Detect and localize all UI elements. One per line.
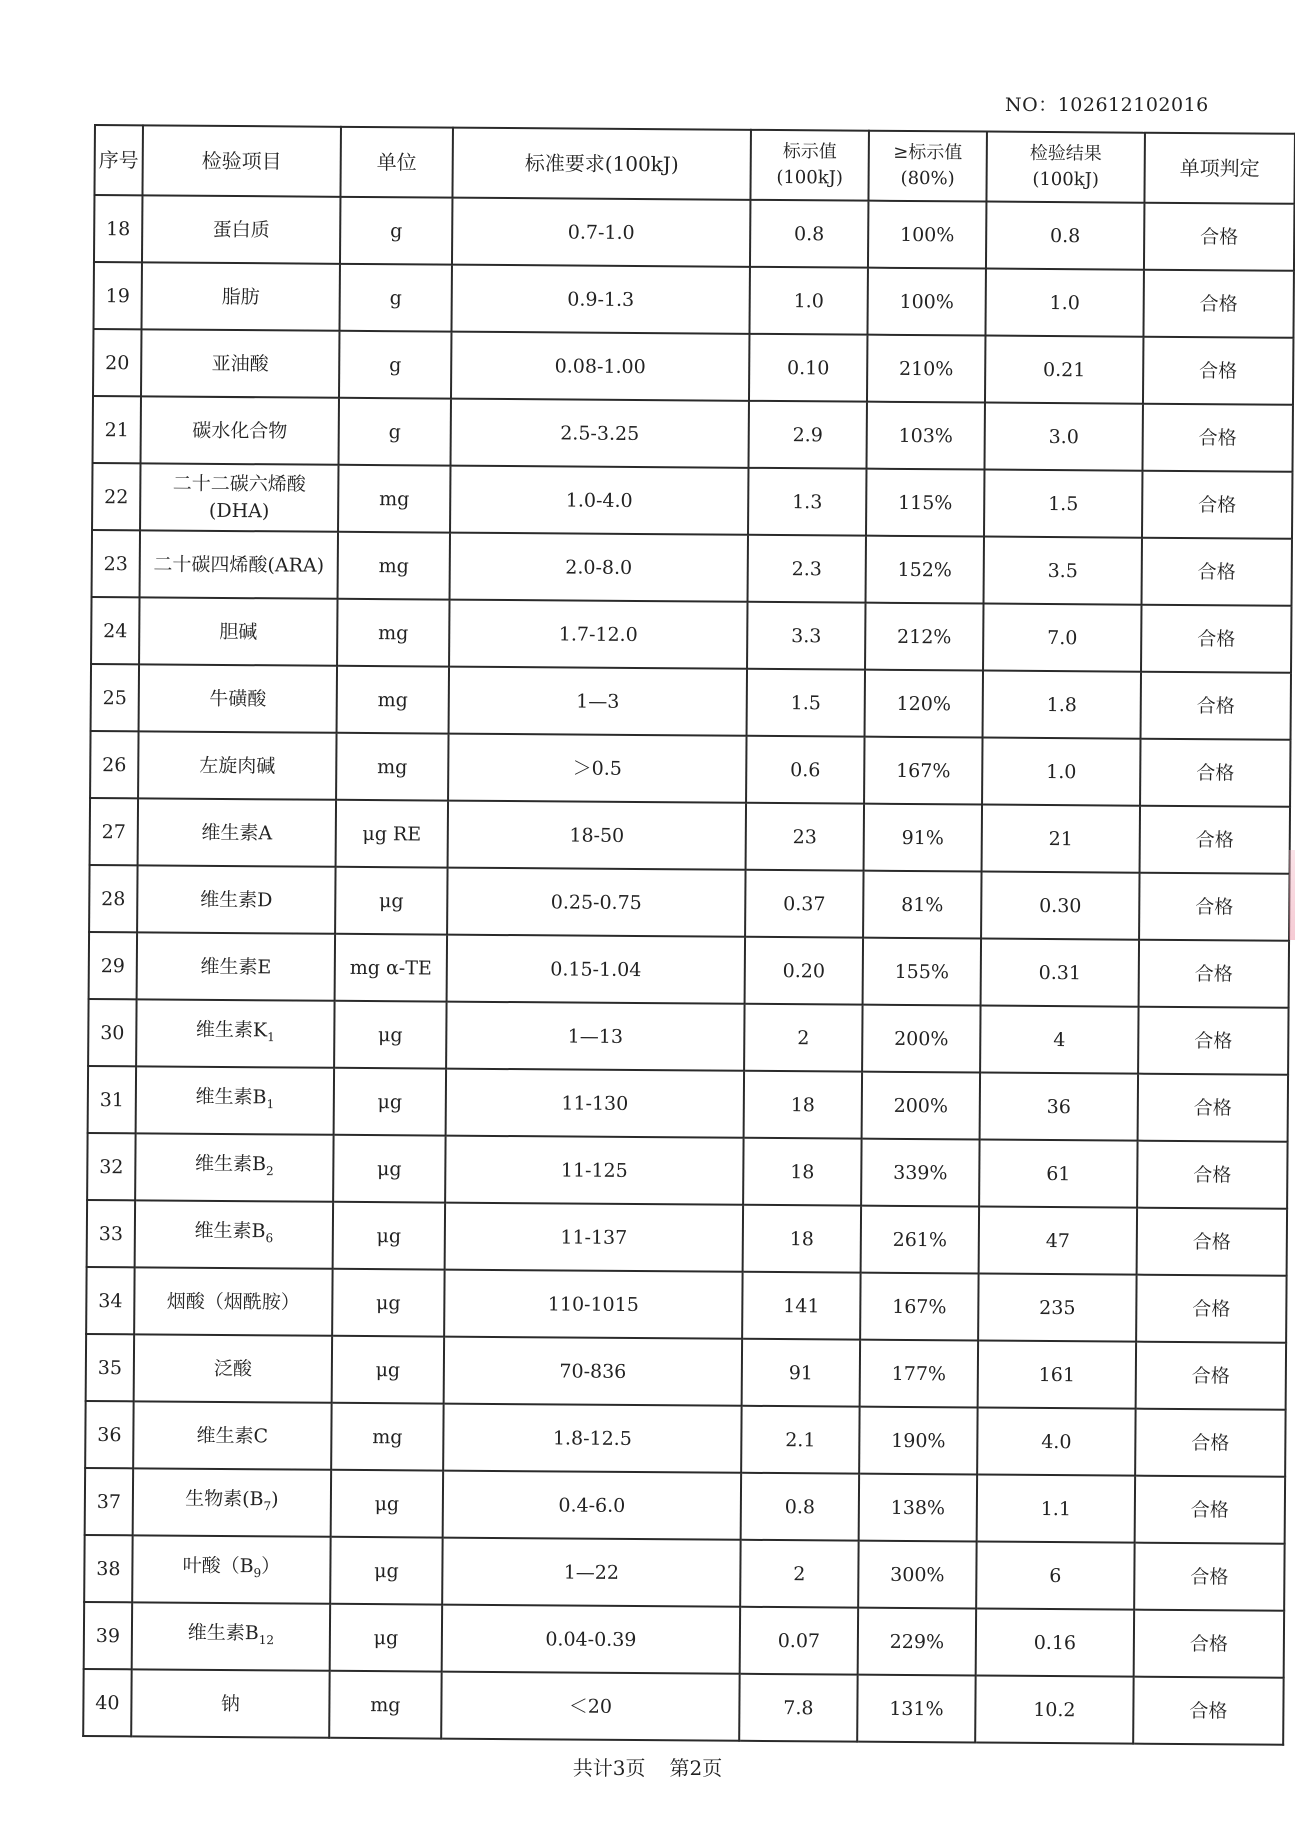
- cell-item: [139, 664, 337, 732]
- cell-unit: μg: [334, 1068, 446, 1136]
- cell-judgement: 合格: [1142, 471, 1292, 539]
- cell-item-text: 蛋白质: [212, 218, 270, 241]
- cell-item-text: 碳水化合物: [192, 419, 288, 442]
- cell-judgement: 合格: [1142, 538, 1292, 606]
- cell-label-value: 2: [740, 1540, 858, 1608]
- table-row: [84, 1535, 1284, 1611]
- cell-ratio: 115%: [866, 469, 984, 537]
- cell-ratio: 152%: [866, 536, 984, 604]
- cell-judgement: 合格: [1135, 1409, 1285, 1477]
- cell-seq: 30: [88, 999, 136, 1066]
- cell-label-value: 2: [744, 1004, 862, 1072]
- table-row: [89, 865, 1289, 941]
- cell-seq: 22: [92, 463, 140, 530]
- cell-item-text: 胆碱: [219, 620, 258, 643]
- cell-standard: 0.04-0.39: [442, 1605, 740, 1674]
- cell-seq: 18: [94, 195, 142, 262]
- cell-item-text: 维生素D: [200, 888, 273, 911]
- cell-item-tail: ): [271, 1488, 279, 1511]
- cell-item-text: 烟酸（烟酰胺）: [166, 1290, 300, 1314]
- header-ge-label-line1: ≥标示值: [893, 141, 963, 164]
- cell-ratio: 339%: [861, 1139, 979, 1207]
- cell-ratio: 167%: [864, 737, 982, 805]
- cell-ratio: 155%: [863, 938, 981, 1006]
- cell-seq: 32: [87, 1133, 135, 1200]
- cell-unit: μg: [333, 1202, 445, 1270]
- cell-judgement: 合格: [1134, 1610, 1284, 1678]
- cell-item: [135, 1200, 333, 1268]
- cell-seq: 25: [91, 664, 139, 731]
- cell-ratio: 190%: [859, 1407, 977, 1475]
- header-ge-label-line2: (80%): [900, 167, 955, 190]
- cell-item-text: 维生素K: [195, 1018, 268, 1042]
- cell-label-value: 2.1: [741, 1406, 859, 1474]
- cell-result: 10.2: [975, 1676, 1133, 1744]
- table-row: [85, 1468, 1285, 1544]
- cell-item-subscript: 6: [265, 1231, 274, 1246]
- cell-label-value: 0.6: [746, 736, 864, 804]
- table-row: [90, 731, 1290, 807]
- cell-judgement: 合格: [1140, 739, 1290, 807]
- cell-seq: 29: [89, 932, 137, 999]
- cell-item-subscript: 1: [266, 1097, 275, 1112]
- cell-standard: 2.5-3.25: [451, 399, 749, 468]
- cell-judgement: 合格: [1139, 940, 1289, 1008]
- cell-unit: g: [339, 331, 451, 399]
- header-result-line1: 检验结果: [1029, 142, 1102, 165]
- cell-item: [138, 731, 336, 799]
- table-row: [83, 1669, 1283, 1745]
- cell-unit: μg: [331, 1470, 443, 1538]
- header-result-line2: (100kJ): [1032, 168, 1099, 191]
- cell-judgement: 合格: [1141, 672, 1291, 740]
- cell-standard: 1.0-4.0: [450, 466, 748, 535]
- cell-seq: 40: [83, 1669, 131, 1736]
- cell-item: [137, 865, 335, 933]
- footer-current-page: 第2页: [669, 1756, 723, 1780]
- cell-standard: 0.7-1.0: [452, 198, 750, 267]
- cell-result: 1.1: [977, 1475, 1135, 1543]
- cell-result: 1.5: [984, 470, 1142, 538]
- cell-ratio: 200%: [862, 1072, 980, 1140]
- cell-result: 3.0: [984, 403, 1142, 471]
- cell-unit: mg: [337, 666, 449, 734]
- cell-result: 1.0: [985, 269, 1143, 337]
- cell-result: 0.8: [986, 202, 1144, 270]
- cell-unit: mg: [337, 599, 449, 667]
- cell-standard: 1—13: [446, 1002, 744, 1071]
- cell-item-text: 泛酸: [213, 1357, 252, 1380]
- cell-judgement: 合格: [1135, 1476, 1285, 1544]
- cell-result: 61: [979, 1140, 1137, 1208]
- cell-ratio: 81%: [863, 871, 981, 939]
- header-label-value: [750, 130, 869, 201]
- cell-judgement: 合格: [1141, 605, 1291, 673]
- cell-unit: μg: [332, 1336, 444, 1404]
- cell-seq: 19: [93, 262, 141, 329]
- cell-item: [140, 463, 338, 531]
- cell-seq: 36: [85, 1401, 133, 1468]
- cell-item: [131, 1669, 329, 1737]
- cell-result: 4.0: [977, 1408, 1135, 1476]
- page-footer: [0, 1752, 1295, 1781]
- cell-judgement: 合格: [1140, 806, 1290, 874]
- cell-standard: 1—22: [442, 1538, 740, 1607]
- cell-judgement: 合格: [1139, 873, 1289, 941]
- cell-seq: 31: [88, 1066, 136, 1133]
- cell-item-subscript: 2: [265, 1164, 274, 1179]
- cell-label-value: 91: [742, 1339, 860, 1407]
- cell-standard: 1—3: [449, 667, 747, 736]
- cell-item-text: 脂肪: [221, 285, 260, 308]
- cell-result: 0.31: [981, 939, 1139, 1007]
- cell-judgement: 合格: [1137, 1208, 1287, 1276]
- cell-standard: 11-130: [446, 1069, 744, 1138]
- cell-item: [138, 798, 336, 866]
- cell-item-text: 维生素A: [201, 821, 273, 844]
- cell-result: 3.5: [984, 537, 1142, 605]
- cell-ratio: 177%: [860, 1340, 978, 1408]
- cell-judgement: 合格: [1133, 1677, 1283, 1745]
- cell-item-text: 维生素B: [194, 1219, 266, 1243]
- cell-item: [137, 932, 335, 1000]
- table-row: [86, 1267, 1286, 1343]
- header-item: 检验项目: [142, 125, 341, 196]
- header-label-value-line2: (100kJ): [776, 167, 843, 189]
- cell-ratio: 210%: [867, 335, 985, 403]
- cell-judgement: 合格: [1138, 1074, 1288, 1142]
- cell-label-value: 141: [742, 1272, 860, 1340]
- cell-standard: 11-137: [445, 1203, 743, 1272]
- cell-item-text: 维生素B: [195, 1085, 267, 1109]
- cell-seq: 28: [89, 865, 137, 932]
- table-row: [90, 798, 1290, 874]
- cell-standard: 1.7-12.0: [449, 600, 747, 669]
- cell-item: [136, 1066, 334, 1134]
- cell-item: [134, 1334, 332, 1402]
- cell-unit: mg: [336, 733, 448, 801]
- table-row: [92, 463, 1292, 539]
- cell-item-text: 维生素B: [187, 1621, 259, 1645]
- cell-judgement: 合格: [1143, 270, 1293, 338]
- cell-result: 0.21: [985, 336, 1143, 404]
- cell-judgement: 合格: [1136, 1275, 1286, 1343]
- cell-result: 1.0: [982, 738, 1140, 806]
- cell-judgement: 合格: [1143, 337, 1293, 405]
- cell-standard: 18-50: [448, 801, 746, 870]
- header-ge-label: [868, 131, 987, 202]
- table-row: [93, 262, 1293, 338]
- cell-item-text: 左旋肉碱: [199, 754, 276, 777]
- cell-label-value: 18: [743, 1205, 861, 1273]
- table-row: [94, 195, 1294, 271]
- cell-label-value: 0.20: [745, 937, 863, 1005]
- cell-unit: μg RE: [336, 800, 448, 868]
- cell-result: 0.16: [976, 1609, 1134, 1677]
- cell-item-text: 维生素B: [194, 1152, 267, 1176]
- cell-label-value: 1.5: [747, 669, 865, 737]
- cell-standard: 0.15-1.04: [447, 935, 745, 1004]
- table-row: [91, 597, 1291, 673]
- cell-item: [139, 597, 337, 665]
- cell-item: [132, 1602, 330, 1670]
- cell-ratio: 103%: [866, 402, 984, 470]
- table-row: [87, 1200, 1287, 1276]
- cell-seq: 23: [92, 530, 140, 597]
- cell-item: [135, 1133, 333, 1201]
- cell-ratio: 100%: [867, 268, 985, 336]
- cell-result: 161: [978, 1341, 1136, 1409]
- cell-unit: μg: [334, 1001, 446, 1069]
- table-row: [93, 329, 1293, 405]
- cell-label-value: 7.8: [739, 1674, 857, 1742]
- cell-standard: 0.08-1.00: [451, 332, 749, 401]
- cell-item-subscript: 12: [258, 1633, 275, 1648]
- cell-label-value: 0.10: [749, 334, 867, 402]
- table-row: [85, 1401, 1285, 1477]
- cell-item: [134, 1267, 332, 1335]
- cell-judgement: 合格: [1136, 1342, 1286, 1410]
- header-standard: 标准要求(100kJ): [452, 128, 751, 200]
- cell-seq: 33: [87, 1200, 135, 1267]
- cell-seq: 37: [85, 1468, 133, 1535]
- table-row: [92, 530, 1292, 606]
- cell-unit: mg: [329, 1671, 441, 1739]
- header-judgement: 单项判定: [1144, 133, 1295, 204]
- cell-item: [141, 396, 339, 464]
- cell-standard: 70-836: [444, 1337, 742, 1406]
- cell-item-text: 牛磺酸: [209, 687, 267, 710]
- cell-standard: ＞0.5: [448, 734, 746, 803]
- cell-item-text: 亚油酸: [211, 352, 269, 375]
- cell-label-value: 23: [746, 803, 864, 871]
- cell-item-text: 钠: [220, 1692, 241, 1715]
- cell-item: [142, 195, 340, 263]
- cell-label-value: 18: [744, 1071, 862, 1139]
- cell-seq: 35: [86, 1334, 134, 1401]
- cell-unit: g: [339, 398, 451, 466]
- cell-item: [136, 999, 334, 1067]
- cell-result: 47: [979, 1207, 1137, 1275]
- cell-ratio: 212%: [865, 603, 983, 671]
- cell-result: 6: [976, 1542, 1134, 1610]
- table-row: [91, 664, 1291, 740]
- cell-result: 1.8: [983, 671, 1141, 739]
- cell-seq: 27: [90, 798, 138, 865]
- cell-standard: ＜20: [441, 1672, 739, 1741]
- cell-ratio: 229%: [858, 1608, 976, 1676]
- cell-label-value: 0.8: [741, 1473, 859, 1541]
- table-row: [86, 1334, 1286, 1410]
- document-number: NO：102612102016: [1005, 94, 1209, 116]
- footer-total-pages: 共计3页: [572, 1756, 646, 1780]
- cell-ratio: 167%: [860, 1273, 978, 1341]
- cell-item-line2: (DHA): [208, 499, 270, 522]
- cell-ratio: 120%: [865, 670, 983, 738]
- cell-unit: μg: [330, 1537, 442, 1605]
- cell-unit: g: [340, 197, 452, 265]
- cell-seq: 38: [84, 1535, 132, 1602]
- cell-result: 235: [978, 1274, 1136, 1342]
- cell-ratio: 91%: [864, 804, 982, 872]
- cell-ratio: 300%: [858, 1541, 976, 1609]
- cell-item-tail: ）: [261, 1555, 281, 1578]
- cell-label-value: 1.0: [749, 267, 867, 335]
- cell-result: 4: [980, 1006, 1138, 1074]
- cell-label-value: 0.37: [745, 870, 863, 938]
- cell-label-value: 2.3: [748, 535, 866, 603]
- cell-standard: 11-125: [445, 1136, 743, 1205]
- cell-unit: μg: [335, 867, 447, 935]
- cell-label-value: 18: [743, 1138, 861, 1206]
- cell-item-text: 维生素E: [200, 955, 272, 978]
- cell-seq: 34: [86, 1267, 134, 1334]
- cell-item-text: 二十碳四烯酸(ARA): [153, 552, 325, 577]
- cell-result: 7.0: [983, 604, 1141, 672]
- cell-label-value: 0.07: [740, 1607, 858, 1675]
- cell-standard: 110-1015: [444, 1270, 742, 1339]
- cell-item-subscript: 7: [263, 1499, 272, 1514]
- cell-standard: 1.8-12.5: [443, 1404, 741, 1473]
- cell-label-value: 1.3: [748, 468, 866, 536]
- cell-item: [133, 1401, 331, 1469]
- cell-seq: 21: [93, 396, 141, 463]
- cell-result: 36: [980, 1073, 1138, 1141]
- table-row: [88, 1066, 1288, 1142]
- table-row: [93, 396, 1293, 472]
- cell-unit: mg: [331, 1403, 443, 1471]
- cell-item-line1: 二十二碳六烯酸: [172, 472, 306, 496]
- cell-label-value: 0.8: [750, 200, 868, 268]
- header-seq: 序号: [94, 125, 143, 195]
- cell-label-value: 2.9: [748, 401, 866, 469]
- cell-seq: 26: [90, 731, 138, 798]
- cell-standard: 0.4-6.0: [443, 1471, 741, 1540]
- cell-ratio: 100%: [868, 201, 986, 269]
- header-unit: 单位: [340, 127, 453, 198]
- cell-ratio: 131%: [857, 1675, 975, 1743]
- cell-judgement: 合格: [1144, 203, 1294, 271]
- cell-unit: μg: [330, 1604, 442, 1672]
- cell-item: [140, 530, 338, 598]
- cell-ratio: 200%: [862, 1005, 980, 1073]
- table-row: [89, 932, 1289, 1008]
- cell-ratio: 138%: [859, 1474, 977, 1542]
- cell-item: [133, 1468, 331, 1536]
- cell-unit: mg: [338, 465, 450, 533]
- header-result: [986, 132, 1145, 203]
- table-row: [84, 1602, 1284, 1678]
- cell-judgement: 合格: [1137, 1141, 1287, 1209]
- cell-item: [141, 262, 339, 330]
- cell-judgement: 合格: [1138, 1007, 1288, 1075]
- cell-seq: 24: [91, 597, 139, 664]
- cell-standard: 0.25-0.75: [447, 868, 745, 937]
- table-row: [88, 999, 1288, 1075]
- cell-ratio: 261%: [861, 1206, 979, 1274]
- cell-item: [141, 329, 339, 397]
- cell-judgement: 合格: [1142, 404, 1292, 472]
- cell-unit: g: [339, 264, 451, 332]
- cell-seq: 39: [84, 1602, 132, 1669]
- cell-result: 21: [982, 805, 1140, 873]
- cell-judgement: 合格: [1134, 1543, 1284, 1611]
- cell-standard: 0.9-1.3: [451, 265, 749, 334]
- cell-unit: μg: [333, 1135, 445, 1203]
- cell-item-subscript: 9: [253, 1566, 262, 1581]
- cell-label-value: 3.3: [747, 602, 865, 670]
- table-row: [87, 1133, 1287, 1209]
- edge-stain: [1289, 850, 1295, 940]
- cell-unit: μg: [332, 1269, 444, 1337]
- cell-standard: 2.0-8.0: [450, 533, 748, 602]
- cell-seq: 20: [93, 329, 141, 396]
- cell-item-text: 维生素C: [196, 1424, 269, 1447]
- cell-unit: mg: [338, 532, 450, 600]
- cell-item-text: 叶酸（B: [182, 1554, 254, 1578]
- cell-item: [132, 1535, 330, 1603]
- inspection-table: [82, 124, 1295, 1746]
- cell-result: 0.30: [981, 872, 1139, 940]
- cell-item-text: 生物素(B: [185, 1487, 264, 1511]
- cell-item-subscript: 1: [267, 1030, 275, 1045]
- header-label-value-line1: 标示值: [782, 141, 837, 163]
- table-header-row: [94, 125, 1294, 204]
- cell-unit: mg α-TE: [335, 934, 447, 1002]
